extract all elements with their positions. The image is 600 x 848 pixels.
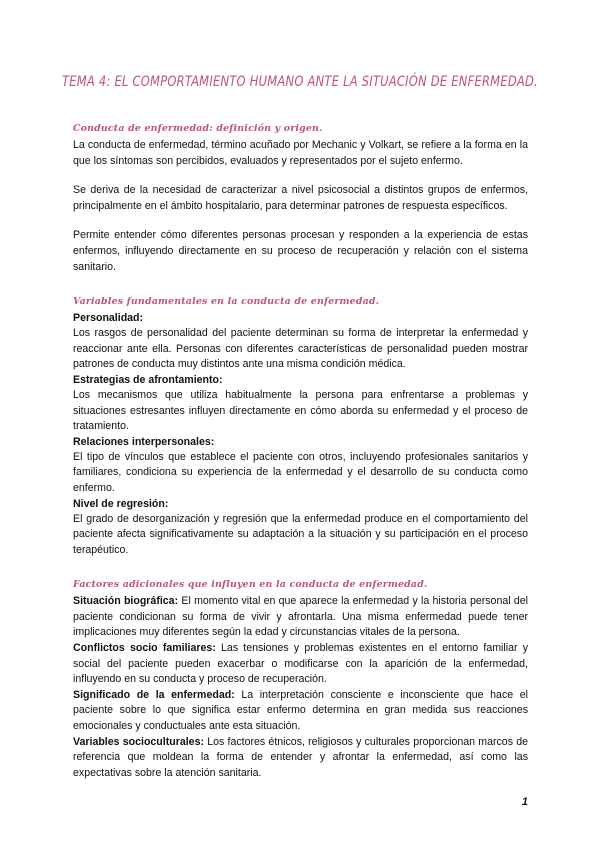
- variable-item: [73, 435, 528, 497]
- variable-label: Relaciones interpersonales:: [73, 435, 215, 448]
- factor-item: [73, 594, 528, 641]
- section-heading-definition: Conducta de enfermedad: definición y origen.: [73, 123, 323, 134]
- page-title: TEMA 4: EL COMPORTAMIENTO HUMANO ANTE LA SITUACIÓN DE ENFERMEDAD.: [61, 74, 539, 90]
- page-number: 1: [521, 796, 528, 808]
- factor-item: [73, 641, 528, 688]
- paragraph: Se deriva de la necesidad de caracterizar a nivel psicosocial a distintos grupos de enfermos, principalmente en el ámbito hospitalario, para determinar patrones de respuesta específicos.: [73, 184, 528, 212]
- variable-item: [73, 311, 528, 373]
- variable-text: Los mecanismos que utiliza habitualmente la persona para enfrentarse a problemas y situaciones estresantes influyen directamente en cómo aborda su enfermedad y el proceso de tratamiento.: [73, 388, 528, 433]
- factor-text: El momento vital en que aparece la enfermedad y la historia personal del paciente condicionan su forma de vivir y afrontarla. Una misma enfermedad puede tener implicaciones muy diferentes según la edad y circunstancias vitales de la persona.: [73, 595, 528, 639]
- section-heading-variables: Variables fundamentales en la conducta de enfermedad.: [73, 296, 380, 308]
- factor-text: Los factores étnicos, religiosos y culturales proporcionan marcos de referencia que moldean la forma de entender y afrontar la enfermedad, así como las expectativas sobre la atención sanitaria.: [73, 735, 528, 779]
- variable-label: Nivel de regresión:: [73, 497, 169, 510]
- paragraph: La conducta de enfermedad, término acuñado por Mechanic y Volkart, se refiere a la forma en la que los síntomas son percibidos, evaluados y representados por el sujeto enfermo.: [73, 139, 528, 167]
- variable-text: Los rasgos de personalidad del paciente determinan su forma de interpretar la enfermedad y reaccionar ante ella. Personas con diferentes características de personalidad pueden mostrar patrones de conducta muy distintos ante una misma condición médica.: [73, 327, 528, 371]
- document-body: [73, 122, 528, 781]
- factor-text: Las tensiones y problemas existentes en el entorno familiar y social del paciente pueden exacerbar o modificarse con la aparición de la enfermedad, influyendo en su conducta y proceso de recuperación.: [73, 642, 529, 686]
- variable-text: El tipo de vínculos que establece el paciente con otros, incluyendo profesionales sanitarios y familiares, condiciona su experiencia de la enfermedad y el desarrollo de su conducta como enfermo.: [73, 450, 528, 494]
- section-heading-factors: Factores adicionales que influyen en la conducta de enfermedad.: [73, 579, 428, 591]
- variable-item: [73, 497, 528, 559]
- variable-text: El grado de desorganización y regresión que la enfermedad produce en el comportamiento del paciente afecta significativamente su adaptación a la situación y su participación en el proceso terapéutico.: [73, 512, 528, 556]
- factor-item: [73, 735, 528, 782]
- factor-label: Situación biográfica:: [73, 595, 179, 608]
- variable-label: Estrategias de afrontamiento:: [73, 373, 223, 386]
- factor-text: La interpretación consciente e inconsciente que hace el paciente sobre lo que significa estar enfermo determina en gran medida sus reacciones emocionales y conductuales ante esta situación.: [73, 688, 528, 733]
- paragraph: Permite entender cómo diferentes personas procesan y responden a la experiencia de estas enfermos, influyendo directamente en su proceso de recuperación y relación con el sistema sanitario.: [73, 229, 528, 273]
- variable-item: [73, 373, 528, 435]
- variable-label: Personalidad:: [73, 312, 144, 325]
- factor-label: Variables socioculturales:: [73, 735, 204, 748]
- factor-item: [73, 688, 528, 735]
- factor-label: Significado de la enfermedad:: [73, 688, 235, 701]
- factor-label: Conflictos socio familiares:: [73, 642, 216, 655]
